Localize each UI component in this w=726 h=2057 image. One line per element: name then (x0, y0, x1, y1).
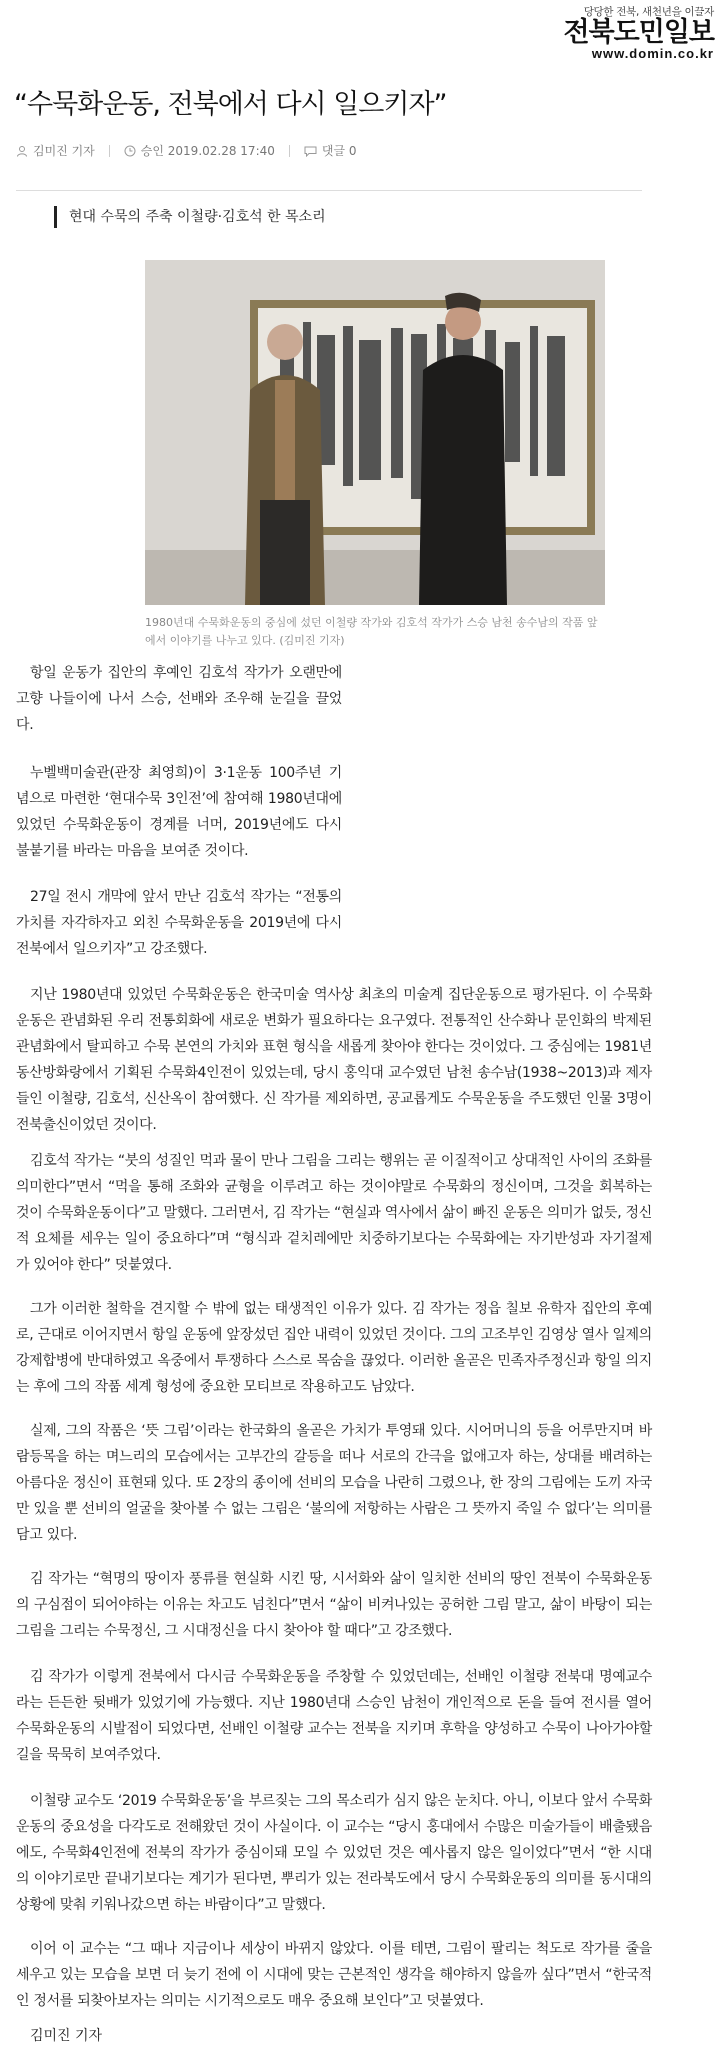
article-paragraph (16, 760, 342, 864)
meta-divider (289, 145, 290, 157)
article-paragraph (16, 884, 342, 962)
paragraph-1: 항일 운동가 집안의 후예인 김호석 작가가 오랜만에 고향 나들이에 나서 스승, 선배와 조우해 눈길을 끌었다. (16, 665, 342, 733)
paragraph-7: 실제, 그의 작품은 ‘뜻 그림’이라는 한국화의 올곧은 가치가 투영돼 있다. 시어머니의 등을 어루만지며 바람등목을 하는 며느리의 모습에서는 고부간의 갈등을 떠나 서로의 간극을 없애고자 하는, 상대를 배려하는 아름다운 정신이 표현돼 있다. 또 2장의 종이에 선비의 모습을 나란히 그렸으나, 한 장의 그림에는 도끼 자국만 있을 뿐 선비의 얼굴을 찾아볼 수 없는 그림은 ‘불의에 저항하는 사람은 그 뜻까지 죽일 수 없다’는 의미를 담고 있다. (16, 1423, 652, 1543)
approved-time: 승인 2019.02.28 17:40 (140, 144, 275, 158)
article-paragraph (16, 1936, 652, 2014)
masthead-url: www.domin.co.kr (591, 46, 714, 61)
masthead-logo[interactable] (564, 4, 715, 61)
photo-illustration (145, 260, 605, 605)
article-meta (16, 142, 357, 159)
author-meta (16, 142, 95, 159)
comment-count: 댓글 0 (321, 144, 357, 158)
title-divider (16, 190, 642, 191)
paragraph-4: 지난 1980년대 있었던 수묵화운동은 한국미술 역사상 최초의 미술계 집단운동으로 평가된다. 이 수묵화운동은 관념화된 우리 전통회화에 새로운 변화가 필요하다는 요구였다. 전통적인 산수화나 문인화의 박제된 관념화에서 탈피하고 수묵 본연의 가치와 표현 형식을 새롭게 찾아야 한다는 것이었다. 그 중심에는 1981년 동산방화랑에서 기획된 수묵화4인전이 있었는데, 당시 홍익대 교수였던 남천 송수남(1938~2013)과 제자들인 이철량, 김호석, 신산옥이 참여했다. 신 작가를 제외하면, 공교롭게도 수묵운동을 주도했던 인물 3명이 전북출신이었던 것이다. (16, 987, 652, 1133)
paragraph-11: 이어 이 교수는 “그 때나 지금이나 세상이 바뀌지 않았다. 이를 테면, 그림이 팔리는 척도로 작가를 줄을 세우고 있는 모습을 보면 더 늦기 전에 이 시대에 맞는 근본적인 생각을 해야하지 않을까 싶다”면서 “한국적인 정서를 되찾아보자는 의미는 시기적으로도 매우 중요해 보인다”고 덧붙였다. (16, 1941, 652, 2009)
paragraph-3: 27일 전시 개막에 앞서 만난 김호석 작가는 “전통의 가치를 자각하자고 외친 수묵화운동을 2019년에 다시 전북에서 일으키자”고 강조했다. (16, 889, 342, 957)
byline: 김미진 기자 (30, 2028, 103, 2044)
paragraph-10: 이철량 교수도 ‘2019 수묵화운동’을 부르짖는 그의 목소리가 심지 않은 눈치다. 아니, 이보다 앞서 수묵화운동의 중요성을 다각도로 전해왔던 것이 사실이다. 이 교수는 “당시 홍대에서 수많은 미술가들이 배출됐음에도, 수묵화4인전에 전북의 작가가 중심이돼 모일 수 있었던 것은 예사롭지 않은 일이었다”면서 “한 시대의 이야기로만 끝내기보다는 계기가 된다면, 뿌리가 있는 전라북도에서 당시 수묵화운동의 의미를 동시대의 상황에 맞춰 키워나갔으면 하는 바람이다”고 말했다. (16, 1793, 652, 1913)
user-icon (16, 145, 28, 157)
article-paragraph (16, 1566, 652, 1644)
masthead-name: 전북도민일보 (563, 17, 714, 48)
paragraph-6: 그가 이러한 철학을 견지할 수 밖에 없는 태생적인 이유가 있다. 김 작가는 정읍 칠보 유학자 집안의 후예로, 근대로 이어지면서 항일 운동에 앞장섰던 집안 내력이 있었던 것이다. 그의 고조부인 김영상 열사 일제의 강제합병에 반대하였고 옥중에서 투쟁하다 스스로 목숨을 끊었다. 이러한 올곧은 민족자주정신과 항일 의지는 후에 그의 작품 세계 형성에 중요한 모티브로 작용하고도 남았다. (16, 1301, 652, 1395)
comment-icon (304, 145, 317, 157)
paragraph-9: 김 작가가 이렇게 전북에서 다시금 수묵화운동을 주창할 수 있었던데는, 선배인 이철량 전북대 명예교수라는 든든한 뒷배가 있었기에 가능했다. 지난 1980년대 스승인 남천이 개인적으로 돈을 들여 전시를 열어 수묵화운동의 시발점이 되었다면, 선배인 이철량 교수는 전북을 지키며 후학을 양성하고 수묵이 나아가야할 길을 묵묵히 보여주었다. (16, 1669, 652, 1763)
article-paragraph (16, 1664, 652, 1768)
article-paragraph (16, 982, 652, 1138)
article-subtitle: 현대 수묵의 주축 이철량·김호석 한 목소리 (54, 206, 326, 228)
paragraph-2: 누벨백미술관(관장 최영희)이 3·1운동 100주년 기념으로 마련한 ‘현대수묵 3인전’에 참여해 1980년대에 있었던 수묵화운동이 경계를 너머, 2019년에도 다시 불붙기를 바라는 마음을 보여준 것이다. (16, 765, 342, 859)
approved-meta (124, 142, 275, 159)
paragraph-5: 김호석 작가는 “붓의 성질인 먹과 물이 만나 그림을 그리는 행위는 곧 이질적이고 상대적인 사이의 조화를 의미한다”면서 “먹을 통해 조화와 균형을 이루려고 하는 것이야말로 수묵화의 정신이며, 그것을 회복하는 것이 수묵화운동이다”고 말했다. 그러면서, 김 작가는 “현실과 역사에서 삶이 빠진 운동은 의미가 없듯, 정신적 요체를 세우는 일이 중요하다”며 “형식과 겉치레에만 치중하기보다는 수묵화에는 자기반성과 자기절제가 있어야 한다” 덧붙였다. (16, 1153, 652, 1273)
article-paragraph (16, 1418, 652, 1548)
article-photo[interactable] (145, 260, 605, 605)
article-title: “수묵화운동, 전북에서 다시 일으키자” (14, 89, 447, 120)
clock-icon (124, 145, 136, 157)
article-paragraph (16, 1788, 652, 1918)
article-paragraph (16, 1148, 652, 1278)
article-paragraph (16, 1296, 652, 1400)
paragraph-8: 김 작가는 “혁명의 땅이자 풍류를 현실화 시킨 땅, 시서화와 삶이 일치한 선비의 땅인 전북이 수묵화운동의 구심점이 되어야하는 이유는 차고도 넘친다”면서 “삶이 비켜나있는 공허한 그림 말고, 삶이 바탕이 되는 그림을 그리는 수묵정신, 그 시대정신을 다시 찾아야 할 때다”고 강조했다. (16, 1571, 652, 1639)
article-paragraph (16, 660, 342, 738)
meta-divider (109, 145, 110, 157)
photo-caption: 1980년대 수묵화운동의 중심에 섰던 이철량 작가와 김호석 작가가 스승 남천 송수남의 작품 앞에서 이야기를 나누고 있다. (김미진 기자) (145, 616, 598, 647)
masthead-slogan: 당당한 전북, 새천년을 이끌자 (583, 6, 714, 18)
comments-link[interactable] (304, 142, 357, 159)
author-name: 김미진 기자 (33, 144, 95, 158)
